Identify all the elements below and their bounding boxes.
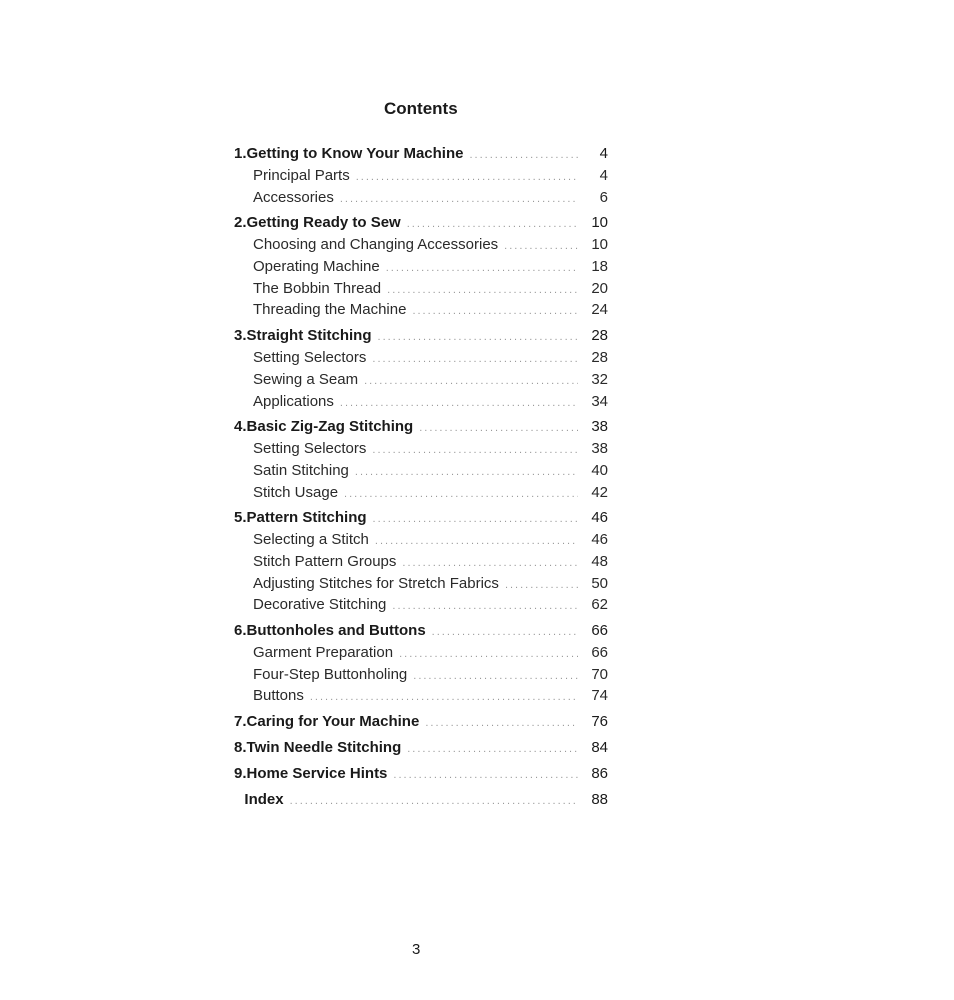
toc-subentry[interactable]: [234, 347, 608, 369]
page-ref: 86: [591, 765, 608, 783]
page-ref: 38: [591, 440, 608, 458]
dot-leader: [407, 213, 578, 236]
subentry-title: Choosing and Changing Accessories: [253, 236, 499, 254]
table-of-contents: [234, 142, 608, 814]
subentry-title: Sewing a Seam: [253, 370, 359, 388]
dot-leader: [344, 484, 578, 506]
dot-leader: [393, 764, 578, 787]
page-ref: 84: [591, 739, 608, 757]
dot-leader: [419, 417, 578, 440]
subentry-title: Decorative Stitching: [253, 596, 387, 614]
chapter-number: 3.: [234, 327, 247, 345]
page-ref: 18: [591, 258, 608, 276]
dot-leader: [375, 531, 578, 553]
toc-subentry[interactable]: [234, 685, 608, 707]
toc-subentry[interactable]: [234, 299, 608, 321]
dot-leader: [407, 738, 578, 761]
chapter-number: 1.: [234, 145, 247, 162]
toc-section: [234, 415, 608, 503]
dot-leader: [392, 596, 578, 618]
subentry-title: Principal Parts: [253, 167, 350, 184]
toc-subentry[interactable]: [234, 529, 608, 551]
page-ref: 76: [591, 713, 608, 731]
toc-subentry[interactable]: [234, 391, 608, 413]
chapter-number: 5.: [234, 509, 247, 527]
page-ref: 88: [591, 791, 608, 809]
page-ref: 50: [591, 574, 608, 592]
dot-leader: [505, 575, 578, 597]
subentry-title: Operating Machine: [253, 258, 380, 276]
subentry-title: Threading the Machine: [253, 301, 407, 319]
dot-leader: [425, 712, 578, 735]
toc-section: [234, 324, 608, 412]
toc-subentry[interactable]: [234, 256, 608, 278]
subentry-title: Stitch Usage: [253, 483, 339, 501]
toc-section: [234, 142, 608, 208]
chapter-number: 6.: [234, 622, 247, 639]
toc-section: [234, 710, 608, 733]
toc-section: [234, 762, 608, 785]
page-ref: 34: [591, 392, 608, 410]
page-ref: 4: [599, 167, 608, 184]
toc-subentry[interactable]: [234, 642, 608, 664]
page-ref: 24: [591, 301, 608, 319]
toc-section: [234, 736, 608, 759]
page-ref: 66: [591, 622, 608, 639]
subentry-title: Adjusting Stitches for Stretch Fabrics: [253, 574, 499, 592]
toc-chapter-entry[interactable]: [234, 211, 608, 234]
dot-leader: [356, 167, 578, 189]
dot-leader: [413, 666, 578, 688]
subentry-title: Applications: [253, 392, 334, 410]
page-title: Contents: [384, 99, 458, 118]
page-ref: 46: [591, 509, 608, 527]
dot-leader: [372, 440, 578, 462]
toc-section: [234, 619, 608, 707]
chapter-number: 4.: [234, 418, 247, 436]
page-ref: 70: [591, 665, 608, 683]
subentry-title: Garment Preparation: [253, 644, 394, 661]
page-ref: 38: [591, 418, 608, 436]
chapter-number: 9.: [234, 765, 247, 783]
toc-chapter-entry[interactable]: [234, 142, 608, 165]
dot-leader: [364, 371, 578, 393]
dot-leader: [469, 144, 578, 167]
toc-chapter-entry[interactable]: [234, 762, 608, 785]
toc-chapter-entry[interactable]: [234, 415, 608, 438]
toc-chapter-entry[interactable]: [234, 788, 608, 811]
subentry-title: Stitch Pattern Groups: [253, 552, 397, 570]
dot-leader: [387, 280, 578, 302]
toc-subentry[interactable]: [234, 460, 608, 482]
page-ref: 48: [591, 552, 608, 570]
page-ref: 40: [591, 461, 608, 479]
subentry-title: Buttons: [253, 687, 304, 705]
toc-section: [234, 211, 608, 321]
page-ref: 46: [591, 531, 608, 549]
dot-leader: [355, 462, 578, 484]
dot-leader: [310, 687, 578, 709]
chapter-number: 7.: [234, 713, 247, 731]
dot-leader: [340, 393, 578, 415]
page-ref: 4: [599, 145, 608, 162]
toc-subentry[interactable]: [234, 187, 608, 209]
toc-chapter-entry[interactable]: [234, 324, 608, 347]
toc-section: [234, 506, 608, 616]
dot-leader: [399, 644, 578, 666]
subentry-title: Setting Selectors: [253, 440, 367, 458]
dot-leader: [378, 326, 578, 349]
page-ref: 20: [591, 279, 608, 297]
page-ref: 74: [591, 687, 608, 705]
toc-subentry[interactable]: [234, 482, 608, 504]
page-ref: 32: [591, 370, 608, 388]
dot-leader: [290, 790, 578, 813]
subentry-title: Accessories: [253, 188, 334, 206]
page-ref: 6: [599, 188, 608, 206]
toc-subentry[interactable]: [234, 234, 608, 256]
toc-chapter-entry[interactable]: [234, 736, 608, 759]
toc-subentry[interactable]: [234, 594, 608, 616]
dot-leader: [432, 621, 578, 644]
subentry-title: Satin Stitching: [253, 461, 349, 479]
page-ref: 10: [591, 236, 608, 254]
chapter-title: Home Service Hints: [246, 765, 388, 783]
chapter-title: Twin Needle Stitching: [246, 739, 402, 757]
dot-leader: [340, 189, 578, 211]
subentry-title: Setting Selectors: [253, 349, 367, 367]
page-ref: 28: [591, 349, 608, 367]
toc-chapter-entry[interactable]: [234, 619, 608, 642]
chapter-number: 2.: [234, 214, 247, 232]
chapter-title: Getting Ready to Sew: [246, 214, 401, 232]
chapter-title: Index: [244, 791, 284, 809]
page-number: 3: [412, 941, 421, 958]
dot-leader: [372, 349, 578, 371]
dot-leader: [504, 236, 578, 258]
page-ref: 62: [591, 596, 608, 614]
chapter-title: Buttonholes and Buttons: [246, 622, 426, 639]
toc-subentry[interactable]: [234, 573, 608, 595]
chapter-title: Basic Zig-Zag Stitching: [246, 418, 414, 436]
page-ref: 42: [591, 483, 608, 501]
chapter-title: Getting to Know Your Machine: [246, 145, 464, 162]
toc-subentry[interactable]: [234, 438, 608, 460]
dot-leader: [402, 553, 578, 575]
toc-subentry[interactable]: [234, 551, 608, 573]
dot-leader: [412, 301, 578, 323]
subentry-title: Four-Step Buttonholing: [253, 665, 408, 683]
dot-leader: [373, 508, 578, 531]
chapter-title: Pattern Stitching: [246, 509, 367, 527]
toc-subentry[interactable]: [234, 278, 608, 300]
toc-chapter-entry[interactable]: [234, 506, 608, 529]
toc-subentry[interactable]: [234, 664, 608, 686]
page-ref: 28: [591, 327, 608, 345]
toc-section: [234, 788, 608, 811]
toc-chapter-entry[interactable]: [234, 710, 608, 733]
dot-leader: [386, 258, 578, 280]
toc-subentry[interactable]: [234, 165, 608, 187]
toc-subentry[interactable]: [234, 369, 608, 391]
page-ref: 10: [591, 214, 608, 232]
page-ref: 66: [591, 644, 608, 661]
subentry-title: Selecting a Stitch: [253, 531, 369, 549]
chapter-title: Caring for Your Machine: [246, 713, 420, 731]
chapter-title: Straight Stitching: [246, 327, 372, 345]
subentry-title: The Bobbin Thread: [253, 279, 382, 297]
chapter-number: 8.: [234, 739, 247, 757]
